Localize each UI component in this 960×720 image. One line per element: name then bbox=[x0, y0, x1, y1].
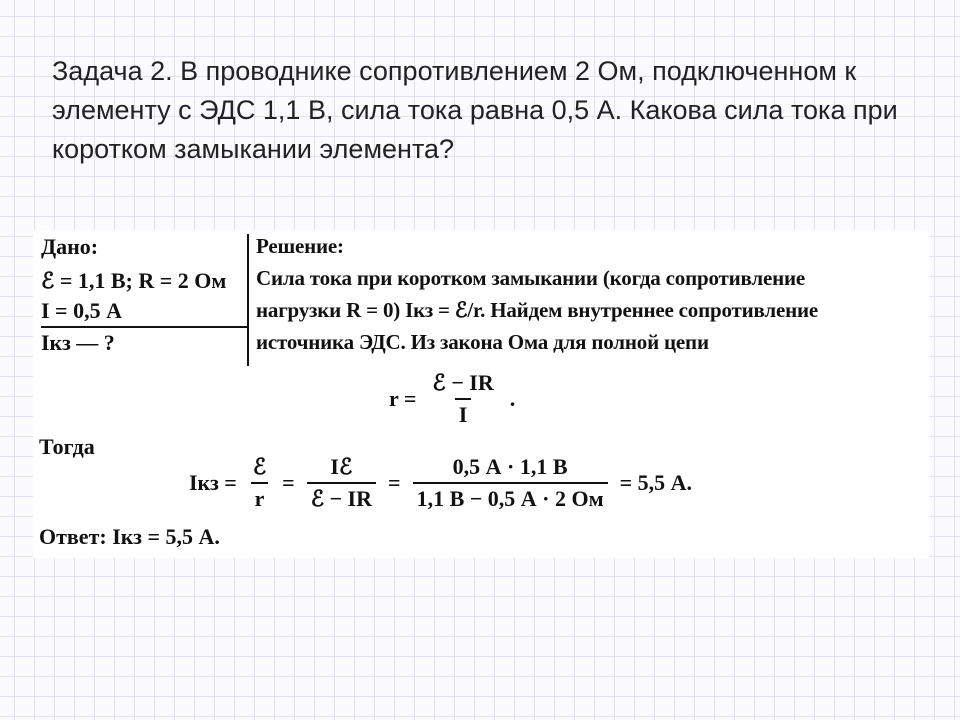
given-solution-separator bbox=[247, 234, 249, 366]
task-statement: Задача 2. В проводнике сопротивлением 2 Ом, подключенном к элементу с ЭДС 1,1 В, сила тока равна 0,5 А. Какова сила тока при коротком замыкании элемента? bbox=[52, 56, 898, 164]
answer-line: Ответ: Iкз = 5,5 А. bbox=[39, 524, 220, 549]
formula1-fraction bbox=[428, 370, 497, 428]
solution-line-3: источника ЭДС. Из закона Ома для полной цепи bbox=[256, 330, 709, 354]
given-heading: Дано: bbox=[41, 234, 99, 259]
solution-heading: Решение: bbox=[256, 234, 344, 258]
formula2-f2-numerator: Iℰ bbox=[330, 454, 353, 479]
formula2-f1-numerator: ℰ bbox=[252, 454, 267, 479]
formula2-f2-denominator: ℰ − IR bbox=[307, 482, 376, 512]
given-divider bbox=[41, 326, 247, 328]
formula2-f3-denominator: 1,1 В − 0,5 А · 2 Ом bbox=[413, 482, 608, 512]
solution-line-2: нагрузки R = 0) Iкз = ℰ/r. Найдем внутреннее сопротивление bbox=[256, 298, 819, 322]
formula1-numerator: ℰ − IR bbox=[432, 370, 494, 395]
formula2-f1-denominator: r bbox=[251, 482, 269, 512]
formula2-result: = 5,5 А. bbox=[619, 470, 693, 495]
formula1-denominator: I bbox=[455, 398, 472, 428]
formula2-fraction-2 bbox=[307, 454, 376, 512]
solution-line-1: Сила тока при коротком замыкании (когда сопротивление bbox=[256, 266, 805, 290]
given-line-emf-resistance: ℰ = 1,1 В; R = 2 Ом bbox=[41, 268, 227, 293]
formula2-equals-1: = bbox=[282, 470, 295, 495]
given-line-current: I = 0,5 А bbox=[41, 298, 122, 323]
formula2-lhs: Iкз = bbox=[189, 470, 237, 495]
formula2-equals-2: = bbox=[388, 470, 401, 495]
given-find: Iкз — ? bbox=[41, 330, 115, 355]
then-label: Тогда bbox=[39, 434, 95, 459]
formula1-lhs: r = bbox=[389, 386, 417, 411]
formula2-fraction-1 bbox=[249, 454, 270, 512]
formula2-f3-numerator: 0,5 А · 1,1 В bbox=[452, 454, 568, 479]
formula1-end: . bbox=[509, 386, 516, 411]
formula2-fraction-3 bbox=[413, 454, 608, 512]
formula-internal-resistance bbox=[383, 370, 521, 428]
solution-sheet bbox=[33, 230, 929, 558]
formula-short-circuit-current bbox=[183, 454, 698, 512]
